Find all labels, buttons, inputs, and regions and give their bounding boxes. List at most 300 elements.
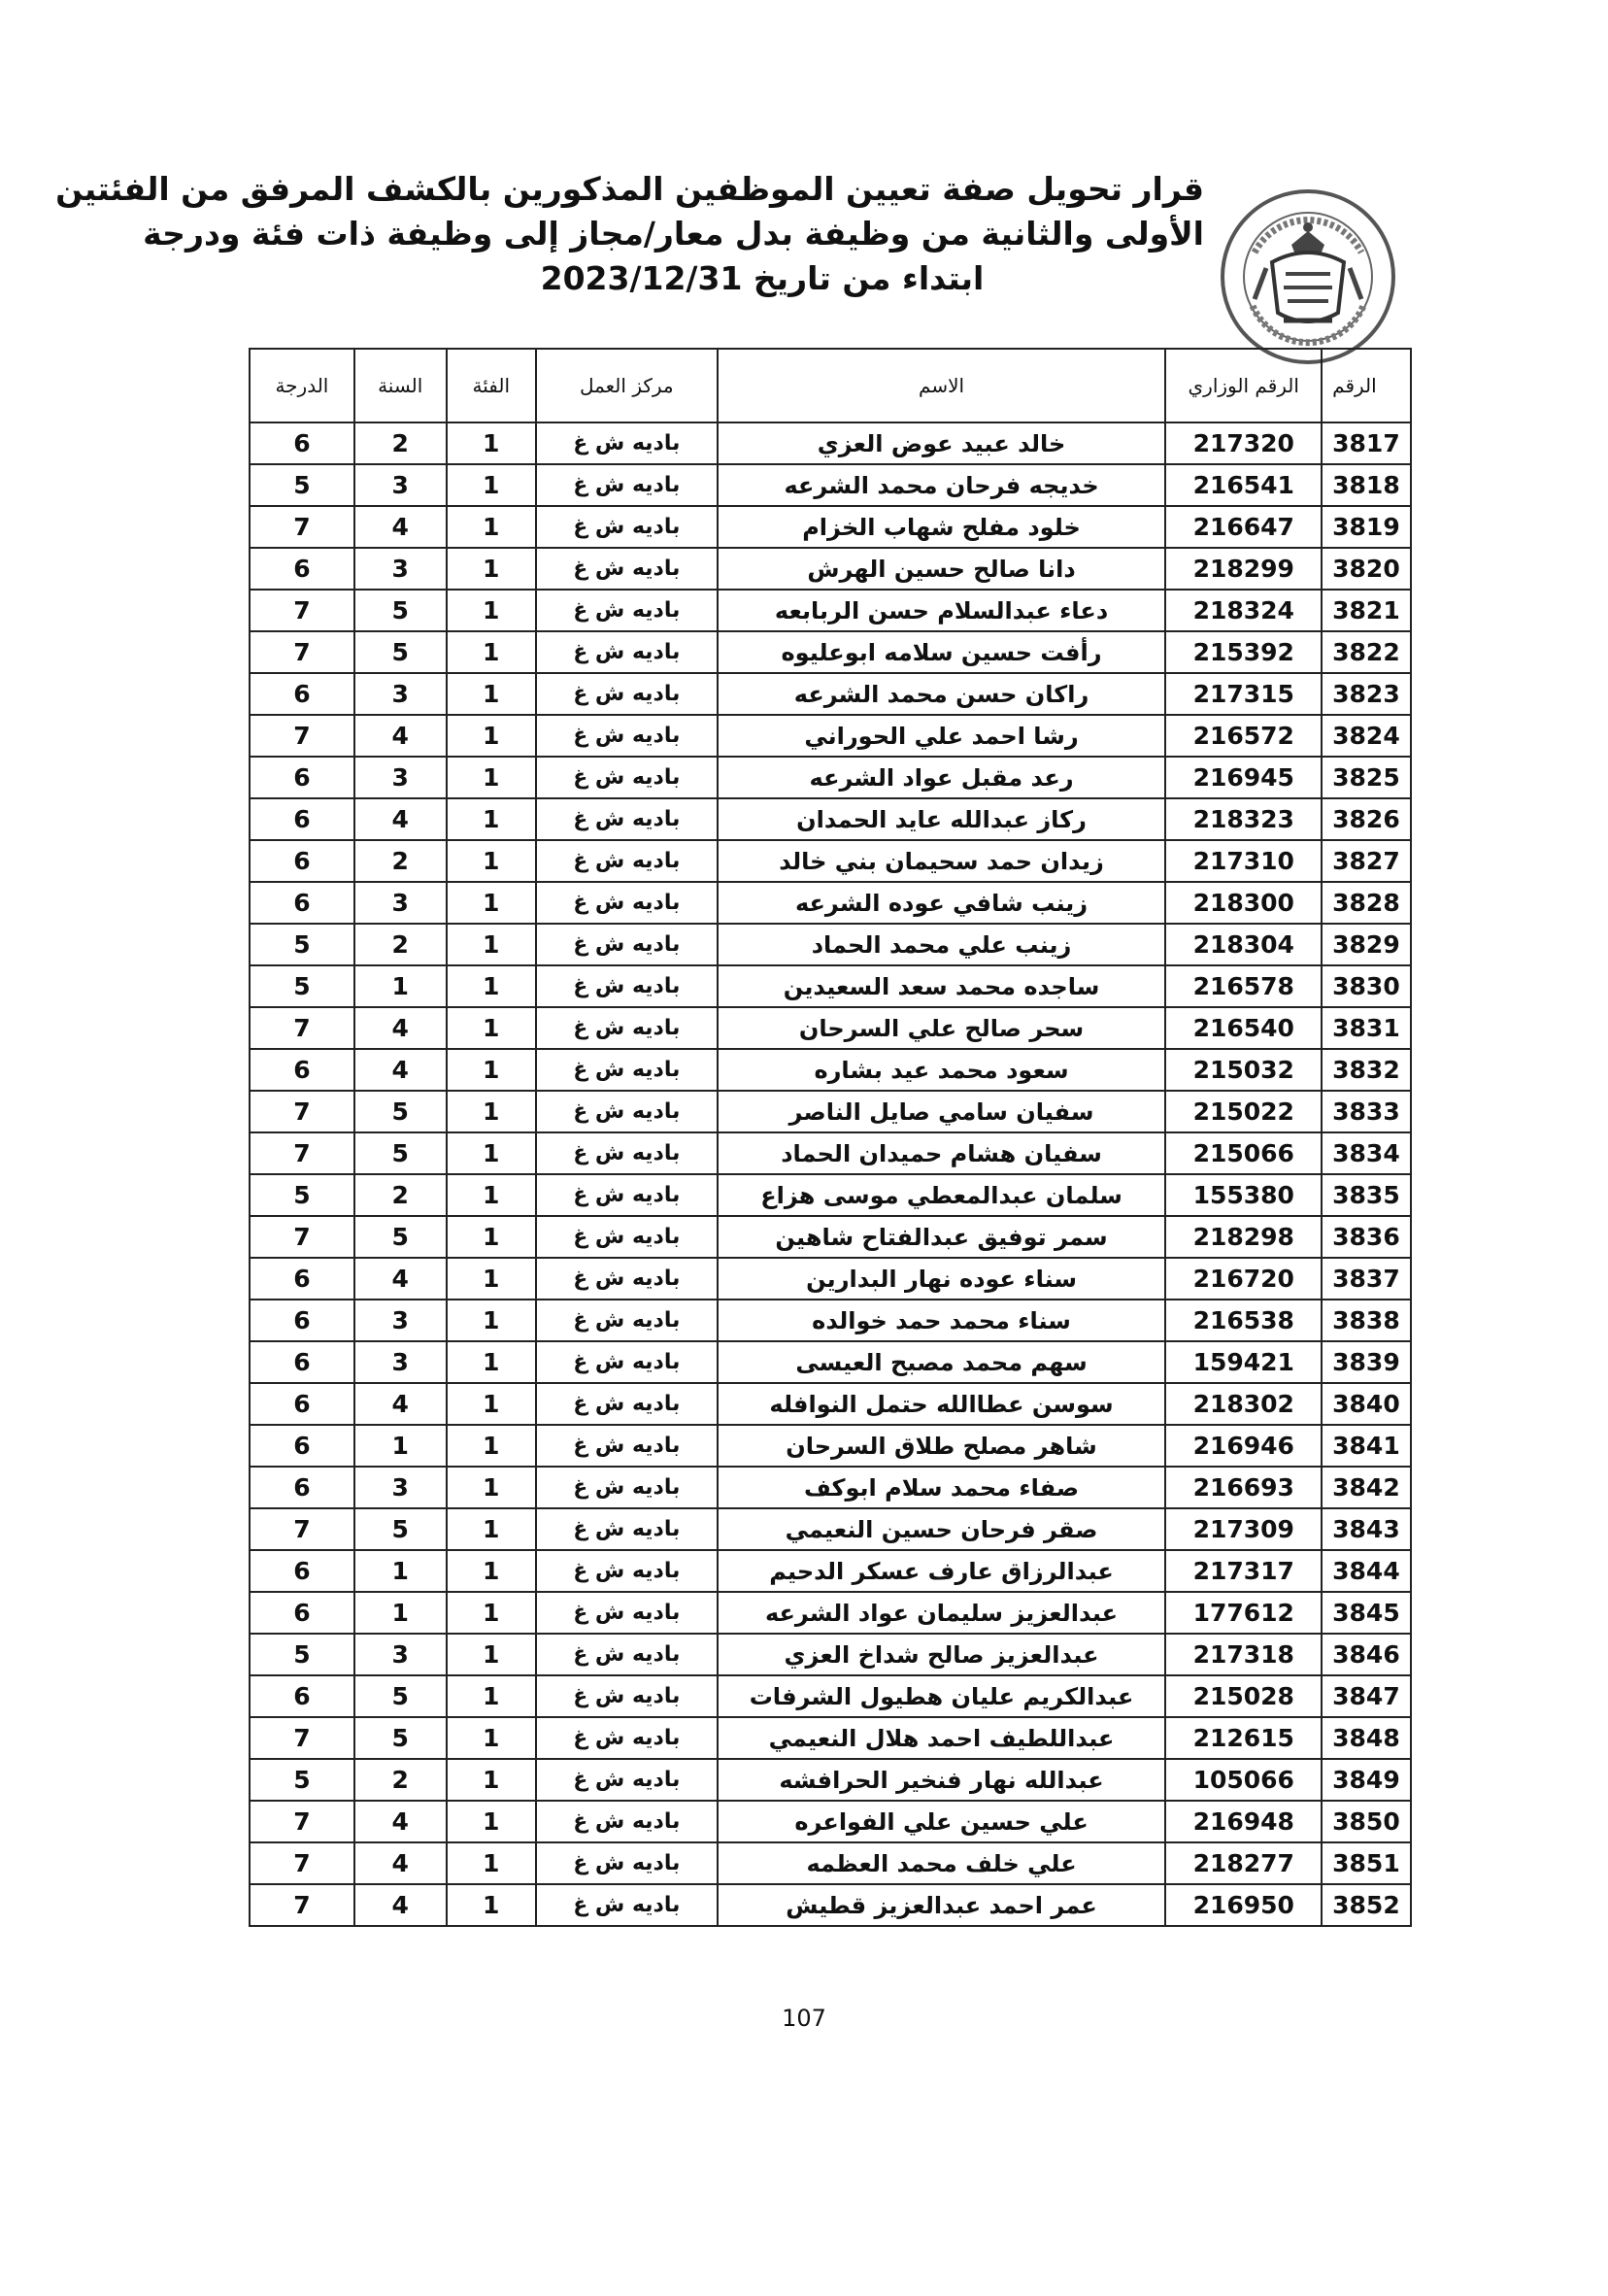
cell-year: 2: [354, 422, 447, 464]
cell-grade: 7: [250, 1132, 354, 1174]
cell-category: 1: [447, 1759, 536, 1801]
table-row: [250, 715, 1411, 757]
cell-work-center: باديه ش غ: [536, 715, 718, 757]
column-header-ministry-id: الرقم الوزاري: [1165, 349, 1322, 422]
table-row: [250, 965, 1411, 1007]
cell-category: 1: [447, 1717, 536, 1759]
cell-name: رأفت حسين سلامه ابوعليوه: [718, 631, 1166, 673]
cell-category: 1: [447, 1425, 536, 1467]
cell-work-center: باديه ش غ: [536, 548, 718, 590]
cell-work-center: باديه ش غ: [536, 1884, 718, 1926]
cell-grade: 6: [250, 1258, 354, 1300]
cell-work-center: باديه ش غ: [536, 965, 718, 1007]
cell-name: زينب شافي عوده الشرعه: [718, 882, 1166, 924]
cell-work-center: باديه ش غ: [536, 1341, 718, 1383]
cell-category: 1: [447, 1258, 536, 1300]
cell-year: 1: [354, 1425, 447, 1467]
cell-ministry-id: 215032: [1165, 1049, 1322, 1091]
table-row: [250, 1550, 1411, 1592]
cell-year: 5: [354, 1675, 447, 1717]
cell-grade: 7: [250, 1717, 354, 1759]
table-row: [250, 548, 1411, 590]
cell-year: 2: [354, 1759, 447, 1801]
cell-year: 3: [354, 464, 447, 506]
cell-work-center: باديه ش غ: [536, 1550, 718, 1592]
cell-name: شاهر مصلح طلاق السرحان: [718, 1425, 1166, 1467]
table-row: [250, 673, 1411, 715]
ministry-emblem-icon: [1216, 185, 1400, 369]
cell-seq: 3819: [1322, 506, 1411, 548]
cell-seq: 3850: [1322, 1801, 1411, 1842]
cell-work-center: باديه ش غ: [536, 924, 718, 965]
cell-ministry-id: 215022: [1165, 1091, 1322, 1132]
cell-category: 1: [447, 1842, 536, 1884]
table-row: [250, 1592, 1411, 1634]
cell-work-center: باديه ش غ: [536, 1258, 718, 1300]
table-row: [250, 1300, 1411, 1341]
cell-work-center: باديه ش غ: [536, 1049, 718, 1091]
cell-ministry-id: 216572: [1165, 715, 1322, 757]
cell-ministry-id: 217318: [1165, 1634, 1322, 1675]
cell-category: 1: [447, 1550, 536, 1592]
cell-ministry-id: 217309: [1165, 1508, 1322, 1550]
cell-work-center: باديه ش غ: [536, 798, 718, 840]
column-header-year: السنة: [354, 349, 447, 422]
table-header-row: [250, 349, 1411, 422]
cell-name: عبدالرزاق عارف عسكر الدحيم: [718, 1550, 1166, 1592]
cell-year: 1: [354, 965, 447, 1007]
cell-name: راكان حسن محمد الشرعه: [718, 673, 1166, 715]
cell-year: 3: [354, 548, 447, 590]
cell-year: 1: [354, 1550, 447, 1592]
table-row: [250, 422, 1411, 464]
table-row: [250, 798, 1411, 840]
cell-year: 3: [354, 757, 447, 798]
cell-ministry-id: 218299: [1165, 548, 1322, 590]
cell-seq: 3848: [1322, 1717, 1411, 1759]
cell-ministry-id: 216948: [1165, 1801, 1322, 1842]
page-number: 107: [782, 2005, 826, 2032]
cell-seq: 3820: [1322, 548, 1411, 590]
cell-work-center: باديه ش غ: [536, 757, 718, 798]
cell-work-center: باديه ش غ: [536, 1174, 718, 1216]
cell-category: 1: [447, 882, 536, 924]
cell-grade: 7: [250, 590, 354, 631]
cell-ministry-id: 217310: [1165, 840, 1322, 882]
cell-grade: 6: [250, 673, 354, 715]
cell-work-center: باديه ش غ: [536, 1007, 718, 1049]
table-row: [250, 1467, 1411, 1508]
cell-work-center: باديه ش غ: [536, 631, 718, 673]
cell-work-center: باديه ش غ: [536, 1717, 718, 1759]
cell-name: سهم محمد مصبح العيسى: [718, 1341, 1166, 1383]
cell-year: 5: [354, 1216, 447, 1258]
table-row: [250, 1717, 1411, 1759]
cell-category: 1: [447, 1801, 536, 1842]
cell-seq: 3845: [1322, 1592, 1411, 1634]
cell-year: 4: [354, 1383, 447, 1425]
cell-name: سوسن عطاالله حتمل النوافله: [718, 1383, 1166, 1425]
table-row: [250, 1634, 1411, 1675]
table-row: [250, 1675, 1411, 1717]
cell-ministry-id: 218323: [1165, 798, 1322, 840]
table-body: [250, 422, 1411, 1926]
cell-work-center: باديه ش غ: [536, 1383, 718, 1425]
cell-ministry-id: 218302: [1165, 1383, 1322, 1425]
cell-grade: 5: [250, 965, 354, 1007]
cell-seq: 3821: [1322, 590, 1411, 631]
title-line-1: قرار تحويل صفة تعيين الموظفين المذكورين بالكشف المرفق من الفئتين: [55, 170, 1204, 208]
column-header-work-center: مركز العمل: [536, 349, 718, 422]
title-line-2: الأولى والثانية من وظيفة بدل معار/مجاز إلى وظيفة ذات فئة ودرجة: [143, 215, 1204, 253]
cell-ministry-id: 218298: [1165, 1216, 1322, 1258]
cell-seq: 3833: [1322, 1091, 1411, 1132]
cell-name: عبدالكريم عليان هطيول الشرفات: [718, 1675, 1166, 1717]
cell-name: عبدالعزيز صالح شداخ العزي: [718, 1634, 1166, 1675]
cell-work-center: باديه ش غ: [536, 1842, 718, 1884]
table-row: [250, 1007, 1411, 1049]
cell-year: 3: [354, 1634, 447, 1675]
cell-seq: 3822: [1322, 631, 1411, 673]
cell-ministry-id: 216693: [1165, 1467, 1322, 1508]
cell-ministry-id: 216950: [1165, 1884, 1322, 1926]
table-row: [250, 1801, 1411, 1842]
cell-grade: 5: [250, 1634, 354, 1675]
cell-grade: 7: [250, 1801, 354, 1842]
cell-seq: 3842: [1322, 1467, 1411, 1508]
table-row: [250, 1383, 1411, 1425]
cell-year: 2: [354, 924, 447, 965]
cell-category: 1: [447, 422, 536, 464]
cell-name: عمر احمد عبدالعزيز قطيش: [718, 1884, 1166, 1926]
cell-name: دعاء عبدالسلام حسن الربابعه: [718, 590, 1166, 631]
cell-name: رعد مقبل عواد الشرعه: [718, 757, 1166, 798]
cell-name: زيدان حمد سحيمان بني خالد: [718, 840, 1166, 882]
cell-name: دانا صالح حسين الهرش: [718, 548, 1166, 590]
cell-category: 1: [447, 1049, 536, 1091]
column-header-grade: الدرجة: [250, 349, 354, 422]
cell-work-center: باديه ش غ: [536, 422, 718, 464]
cell-seq: 3841: [1322, 1425, 1411, 1467]
cell-name: علي خلف محمد العظمه: [718, 1842, 1166, 1884]
table-row: [250, 1091, 1411, 1132]
table-row: [250, 464, 1411, 506]
cell-name: صفاء محمد سلام ابوكف: [718, 1467, 1166, 1508]
cell-seq: 3834: [1322, 1132, 1411, 1174]
cell-seq: 3831: [1322, 1007, 1411, 1049]
cell-year: 4: [354, 1258, 447, 1300]
cell-category: 1: [447, 1675, 536, 1717]
cell-year: 4: [354, 1007, 447, 1049]
table-row: [250, 1049, 1411, 1091]
table-row: [250, 1884, 1411, 1926]
cell-category: 1: [447, 715, 536, 757]
cell-grade: 5: [250, 1174, 354, 1216]
cell-category: 1: [447, 1634, 536, 1675]
table-row: [250, 1842, 1411, 1884]
cell-category: 1: [447, 1216, 536, 1258]
table-row: [250, 631, 1411, 673]
cell-grade: 6: [250, 1300, 354, 1341]
table-row: [250, 924, 1411, 965]
table-row: [250, 1174, 1411, 1216]
cell-year: 4: [354, 506, 447, 548]
cell-seq: 3832: [1322, 1049, 1411, 1091]
cell-category: 1: [447, 1300, 536, 1341]
cell-year: 5: [354, 1132, 447, 1174]
cell-name: زينب علي محمد الحماد: [718, 924, 1166, 965]
cell-name: علي حسين علي الفواعره: [718, 1801, 1166, 1842]
cell-ministry-id: 216945: [1165, 757, 1322, 798]
cell-category: 1: [447, 965, 536, 1007]
table-row: [250, 882, 1411, 924]
cell-grade: 6: [250, 1341, 354, 1383]
cell-name: عبداللطيف احمد هلال النعيمي: [718, 1717, 1166, 1759]
cell-grade: 7: [250, 1884, 354, 1926]
cell-category: 1: [447, 798, 536, 840]
cell-ministry-id: 218277: [1165, 1842, 1322, 1884]
table-row: [250, 757, 1411, 798]
cell-work-center: باديه ش غ: [536, 1508, 718, 1550]
cell-year: 3: [354, 673, 447, 715]
cell-grade: 6: [250, 548, 354, 590]
cell-work-center: باديه ش غ: [536, 882, 718, 924]
cell-ministry-id: 218300: [1165, 882, 1322, 924]
cell-seq: 3824: [1322, 715, 1411, 757]
column-header-category: الفئة: [447, 349, 536, 422]
table-row: [250, 506, 1411, 548]
cell-work-center: باديه ش غ: [536, 1300, 718, 1341]
cell-grade: 6: [250, 1049, 354, 1091]
cell-seq: 3825: [1322, 757, 1411, 798]
cell-ministry-id: 216720: [1165, 1258, 1322, 1300]
cell-seq: 3835: [1322, 1174, 1411, 1216]
cell-ministry-id: 216946: [1165, 1425, 1322, 1467]
cell-name: خديجه فرحان محمد الشرعه: [718, 464, 1166, 506]
cell-category: 1: [447, 1091, 536, 1132]
cell-ministry-id: 177612: [1165, 1592, 1322, 1634]
cell-seq: 3830: [1322, 965, 1411, 1007]
cell-seq: 3818: [1322, 464, 1411, 506]
cell-year: 5: [354, 1091, 447, 1132]
cell-year: 3: [354, 1467, 447, 1508]
table-row: [250, 1258, 1411, 1300]
cell-grade: 7: [250, 715, 354, 757]
cell-name: سناء عوده نهار البدارين: [718, 1258, 1166, 1300]
table-row: [250, 1508, 1411, 1550]
table-row: [250, 590, 1411, 631]
cell-grade: 6: [250, 1383, 354, 1425]
cell-grade: 6: [250, 1550, 354, 1592]
cell-name: صقر فرحان حسين النعيمي: [718, 1508, 1166, 1550]
cell-name: سمر توفيق عبدالفتاح شاهين: [718, 1216, 1166, 1258]
cell-name: سعود محمد عيد بشاره: [718, 1049, 1166, 1091]
cell-work-center: باديه ش غ: [536, 673, 718, 715]
cell-grade: 6: [250, 1675, 354, 1717]
cell-year: 2: [354, 840, 447, 882]
cell-work-center: باديه ش غ: [536, 1634, 718, 1675]
cell-category: 1: [447, 506, 536, 548]
cell-work-center: باديه ش غ: [536, 1216, 718, 1258]
cell-grade: 7: [250, 1216, 354, 1258]
cell-ministry-id: 216538: [1165, 1300, 1322, 1341]
cell-category: 1: [447, 1592, 536, 1634]
table-row: [250, 840, 1411, 882]
column-header-seq: الرقم: [1322, 349, 1411, 422]
cell-grade: 6: [250, 1425, 354, 1467]
cell-name: سفيان سامي صايل الناصر: [718, 1091, 1166, 1132]
cell-category: 1: [447, 840, 536, 882]
cell-category: 1: [447, 673, 536, 715]
cell-name: عبدالله نهار فنخير الحرافشه: [718, 1759, 1166, 1801]
table-row: [250, 1341, 1411, 1383]
cell-grade: 6: [250, 757, 354, 798]
table-row: [250, 1132, 1411, 1174]
cell-grade: 7: [250, 1508, 354, 1550]
cell-seq: 3829: [1322, 924, 1411, 965]
cell-grade: 7: [250, 631, 354, 673]
cell-year: 3: [354, 1300, 447, 1341]
cell-ministry-id: 216647: [1165, 506, 1322, 548]
cell-seq: 3836: [1322, 1216, 1411, 1258]
cell-grade: 6: [250, 1467, 354, 1508]
cell-year: 2: [354, 1174, 447, 1216]
cell-work-center: باديه ش غ: [536, 1592, 718, 1634]
cell-grade: 7: [250, 506, 354, 548]
table-row: [250, 1759, 1411, 1801]
column-header-name: الاسم: [718, 349, 1166, 422]
cell-seq: 3839: [1322, 1341, 1411, 1383]
cell-ministry-id: 105066: [1165, 1759, 1322, 1801]
cell-year: 5: [354, 631, 447, 673]
cell-grade: 6: [250, 422, 354, 464]
cell-work-center: باديه ش غ: [536, 1091, 718, 1132]
cell-category: 1: [447, 1341, 536, 1383]
cell-year: 5: [354, 1717, 447, 1759]
cell-year: 4: [354, 1801, 447, 1842]
cell-name: ركاز عبدالله عايد الحمدان: [718, 798, 1166, 840]
cell-name: خالد عبيد عوض العزي: [718, 422, 1166, 464]
cell-category: 1: [447, 1132, 536, 1174]
cell-name: عبدالعزيز سليمان عواد الشرعه: [718, 1592, 1166, 1634]
cell-name: سفيان هشام حميدان الحماد: [718, 1132, 1166, 1174]
cell-ministry-id: 159421: [1165, 1341, 1322, 1383]
cell-work-center: باديه ش غ: [536, 1675, 718, 1717]
cell-work-center: باديه ش غ: [536, 590, 718, 631]
cell-name: سحر صالح علي السرحان: [718, 1007, 1166, 1049]
table-row: [250, 1425, 1411, 1467]
cell-seq: 3849: [1322, 1759, 1411, 1801]
cell-ministry-id: 155380: [1165, 1174, 1322, 1216]
cell-seq: 3823: [1322, 673, 1411, 715]
cell-seq: 3817: [1322, 422, 1411, 464]
cell-work-center: باديه ش غ: [536, 840, 718, 882]
cell-year: 3: [354, 1341, 447, 1383]
cell-seq: 3851: [1322, 1842, 1411, 1884]
cell-name: ساجده محمد سعد السعيدين: [718, 965, 1166, 1007]
cell-year: 4: [354, 1884, 447, 1926]
cell-grade: 6: [250, 882, 354, 924]
cell-seq: 3837: [1322, 1258, 1411, 1300]
cell-ministry-id: 216540: [1165, 1007, 1322, 1049]
cell-year: 4: [354, 1842, 447, 1884]
cell-seq: 3846: [1322, 1634, 1411, 1675]
cell-seq: 3844: [1322, 1550, 1411, 1592]
cell-category: 1: [447, 1007, 536, 1049]
cell-grade: 5: [250, 464, 354, 506]
cell-work-center: باديه ش غ: [536, 1759, 718, 1801]
cell-year: 5: [354, 1508, 447, 1550]
cell-year: 4: [354, 798, 447, 840]
cell-category: 1: [447, 924, 536, 965]
cell-ministry-id: 216578: [1165, 965, 1322, 1007]
cell-work-center: باديه ش غ: [536, 1801, 718, 1842]
cell-seq: 3838: [1322, 1300, 1411, 1341]
cell-category: 1: [447, 1884, 536, 1926]
cell-grade: 7: [250, 1842, 354, 1884]
cell-work-center: باديه ش غ: [536, 1132, 718, 1174]
cell-ministry-id: 215066: [1165, 1132, 1322, 1174]
cell-ministry-id: 216541: [1165, 464, 1322, 506]
cell-seq: 3840: [1322, 1383, 1411, 1425]
cell-year: 3: [354, 882, 447, 924]
cell-seq: 3843: [1322, 1508, 1411, 1550]
title-line-3: ابتداء من تاريخ 2023/12/31: [540, 259, 985, 297]
cell-grade: 6: [250, 1592, 354, 1634]
cell-category: 1: [447, 548, 536, 590]
cell-grade: 6: [250, 798, 354, 840]
cell-grade: 7: [250, 1091, 354, 1132]
cell-category: 1: [447, 1174, 536, 1216]
cell-ministry-id: 217320: [1165, 422, 1322, 464]
cell-name: سناء محمد حمد خوالده: [718, 1300, 1166, 1341]
cell-work-center: باديه ش غ: [536, 506, 718, 548]
cell-ministry-id: 218324: [1165, 590, 1322, 631]
cell-year: 4: [354, 1049, 447, 1091]
cell-category: 1: [447, 757, 536, 798]
cell-seq: 3827: [1322, 840, 1411, 882]
cell-name: سلمان عبدالمعطي موسى هزاع: [718, 1174, 1166, 1216]
cell-work-center: باديه ش غ: [536, 1467, 718, 1508]
cell-seq: 3852: [1322, 1884, 1411, 1926]
cell-work-center: باديه ش غ: [536, 1425, 718, 1467]
cell-category: 1: [447, 1467, 536, 1508]
cell-seq: 3847: [1322, 1675, 1411, 1717]
cell-grade: 5: [250, 1759, 354, 1801]
cell-category: 1: [447, 631, 536, 673]
cell-seq: 3826: [1322, 798, 1411, 840]
cell-ministry-id: 218304: [1165, 924, 1322, 965]
cell-ministry-id: 217317: [1165, 1550, 1322, 1592]
cell-seq: 3828: [1322, 882, 1411, 924]
cell-ministry-id: 215028: [1165, 1675, 1322, 1717]
cell-ministry-id: 212615: [1165, 1717, 1322, 1759]
cell-work-center: باديه ش غ: [536, 464, 718, 506]
cell-category: 1: [447, 1508, 536, 1550]
cell-grade: 6: [250, 840, 354, 882]
cell-ministry-id: 217315: [1165, 673, 1322, 715]
employee-table: [249, 348, 1412, 1927]
table-row: [250, 1216, 1411, 1258]
cell-grade: 7: [250, 1007, 354, 1049]
cell-grade: 5: [250, 924, 354, 965]
cell-year: 1: [354, 1592, 447, 1634]
cell-year: 5: [354, 590, 447, 631]
document-title: [55, 167, 1204, 301]
cell-name: خلود مفلح شهاب الخزام: [718, 506, 1166, 548]
cell-category: 1: [447, 1383, 536, 1425]
cell-category: 1: [447, 464, 536, 506]
